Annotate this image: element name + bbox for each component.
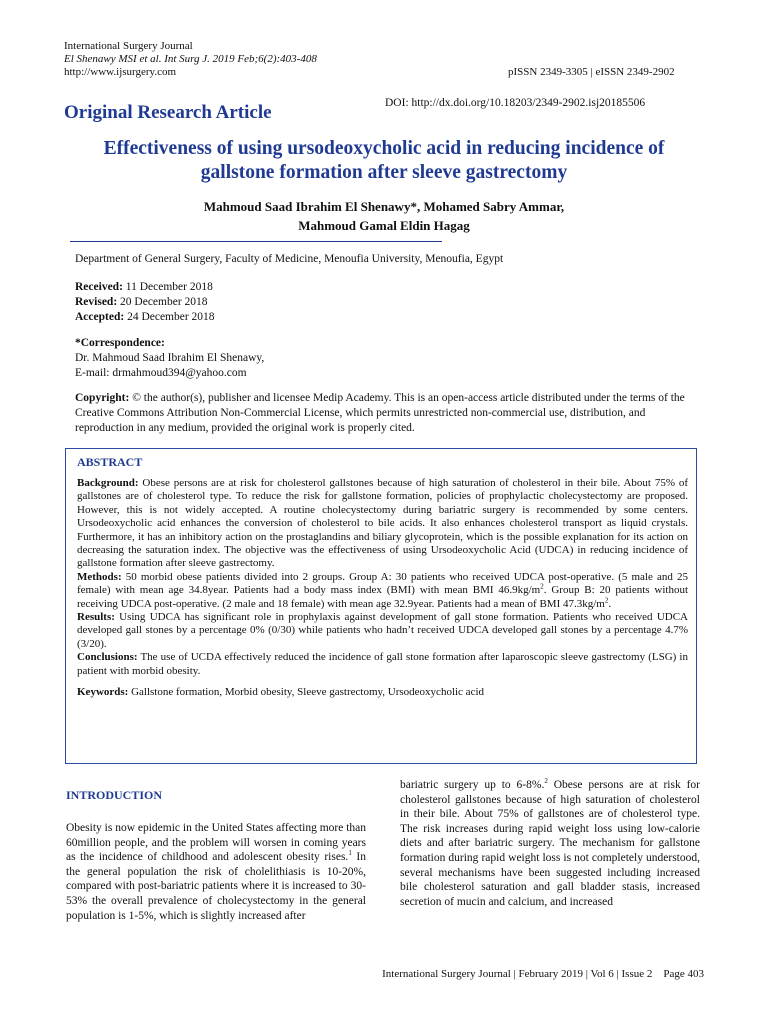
page-footer: International Surgery Journal | February 2019 | Vol 6 | Issue 2 Page 403 [382,968,704,980]
intro-right-column: bariatric surgery up to 6-8%.$^2$ Obese persons are at risk for cholesterol gallstones because of high saturation of cholesterol in their bile. About 75% of gallstones are of cholesterol type. The risk increases during rapid weight loss using low-calorie diets and after bariatric surgery. The mechanism for gallstone formation during rapid weight loss is not completely understood, several mechanisms have been suggested including increased bile cholesterol saturation and gall bladder stasis, increased secretion of mucin and calcium, and increased [400,777,700,908]
authors [84,197,684,235]
journal-name: International Surgery Journal [64,40,193,52]
authors-line-2: Mahmoud Gamal Eldin Hagag [298,218,470,233]
accepted-date: Accepted: 24 December 2018 [75,311,215,323]
article-dates [75,280,215,325]
correspondence [75,336,264,381]
abstract-heading: ABSTRACT [77,455,143,469]
authors-line-1: Mahmoud Saad Ibrahim El Shenawy*, Mohamed Sabry Ammar, [203,199,565,214]
introduction-heading: INTRODUCTION [66,788,163,802]
abstract-body [77,477,688,700]
copyright-notice: Copyright: © the author(s), publisher and licensee Medip Academy. This is an open-access article distributed under the terms of the Creative Commons Attribution Non-Commercial License, which permits unrestricted non-commercial use, distribution, and reproduction in any medium, provided the original work is properly cited. [75,392,685,434]
abstract-conclusions: Conclusions: The use of UCDA effectively reduced the incidence of gall stone formation after laparoscopic sleeve gastrectomy (LSG) in patient with morbid obesity. [77,651,688,677]
affiliation: Department of General Surgery, Faculty of Medicine, Menoufia University, Menoufia, Egypt [75,253,504,265]
intro-left-column: Obesity is now epidemic in the United States affecting more than 60million people, and the problem will worsen in coming years as the incidence of childhood and adolescent obesity rises.$^1$ In the general population the risk of cholelithiasis is 10-20%, compared with post-bariatric patients where it is increased to 30-53% the overall prevalence of cholecystectomy in the general population is 1-5%, which is slightly increased after [66,822,366,922]
citation: El Shenawy MSI et al. Int Surg J. 2019 Feb;6(2):403-408 [64,53,317,65]
correspondence-email[interactable]: E-mail: drmahmoud394@yahoo.com [75,367,247,379]
abstract-box [65,448,697,764]
article-title [54,137,714,185]
title-line-2: gallstone formation after sleeve gastrectomy [200,162,568,183]
abstract-keywords: Keywords: Gallstone formation, Morbid obesity, Sleeve gastrectomy, Ursodeoxycholic acid [77,686,485,699]
correspondence-name: Dr. Mahmoud Saad Ibrahim El Shenawy, [75,352,265,364]
issn: pISSN 2349-3305 | eISSN 2349-2902 [508,66,675,78]
article-type: Original Research Article [64,102,272,123]
abstract-results: Results: Using UDCA has significant role in prophylaxis against development of gall stone formation. Patients who received UDCA developed gall stones by a percentage 0% (0/30) while patients who hadn’t received UDCA developed gall stones by a percentage 4.7% (3/20). [77,611,688,650]
abstract-methods: Methods: 50 morbid obese patients divided into 2 groups. Group A: 30 patients who received UDCA post-operative. (5 male and 25 female) with mean age 34.8year. Patients had a body mass index (BMI) with mean BMI $46.9kg/m^2$. Group B: 20 patients without receiving UDCA post-operative. (2 male and 18 female) with mean age 32.9year. Patients had a mean of BMI $47.3kg/m^2$. [77,570,689,610]
title-line-1: Effectiveness of using ursodeoxycholic acid in reducing incidence of [103,138,665,159]
doi-link[interactable]: DOI: http://dx.doi.org/10.18203/2349-2902.isj20185506 [385,97,646,109]
journal-url[interactable]: http://www.ijsurgery.com [64,66,177,78]
received-date: Received: 11 December 2018 [75,281,213,293]
correspondence-label: *Correspondence: [75,337,165,349]
title-divider [70,241,442,242]
abstract-background: Background: Obese persons are at risk for cholesterol gallstones because of high saturation of cholesterol in their bile. About 75% of gallstones are of cholesterol type. To reduce the risk for gallstone formation, policies of prophylactic cholecystectomy are proposed. However, this is not widely accepted. A routine cholecystectomy during bariatric surgery is recommended by some centers. Ursodeoxycholic acid enhances the conversion of cholesterol to bile acids. It also enhances cholesterol transport as liquid crystals. Furthermore, it has an inhibitory action on the prostaglandins and biliary glycoprotein, which is the possible explanation for its action on decreasing the saturation index. The objective was the effectiveness of using Ursodeoxycholic Acid (UDCA) in reducing incidence of gallstone formation after sleeve gastrectomy. [77,477,688,570]
revised-date: Revised: 20 December 2018 [75,296,208,308]
